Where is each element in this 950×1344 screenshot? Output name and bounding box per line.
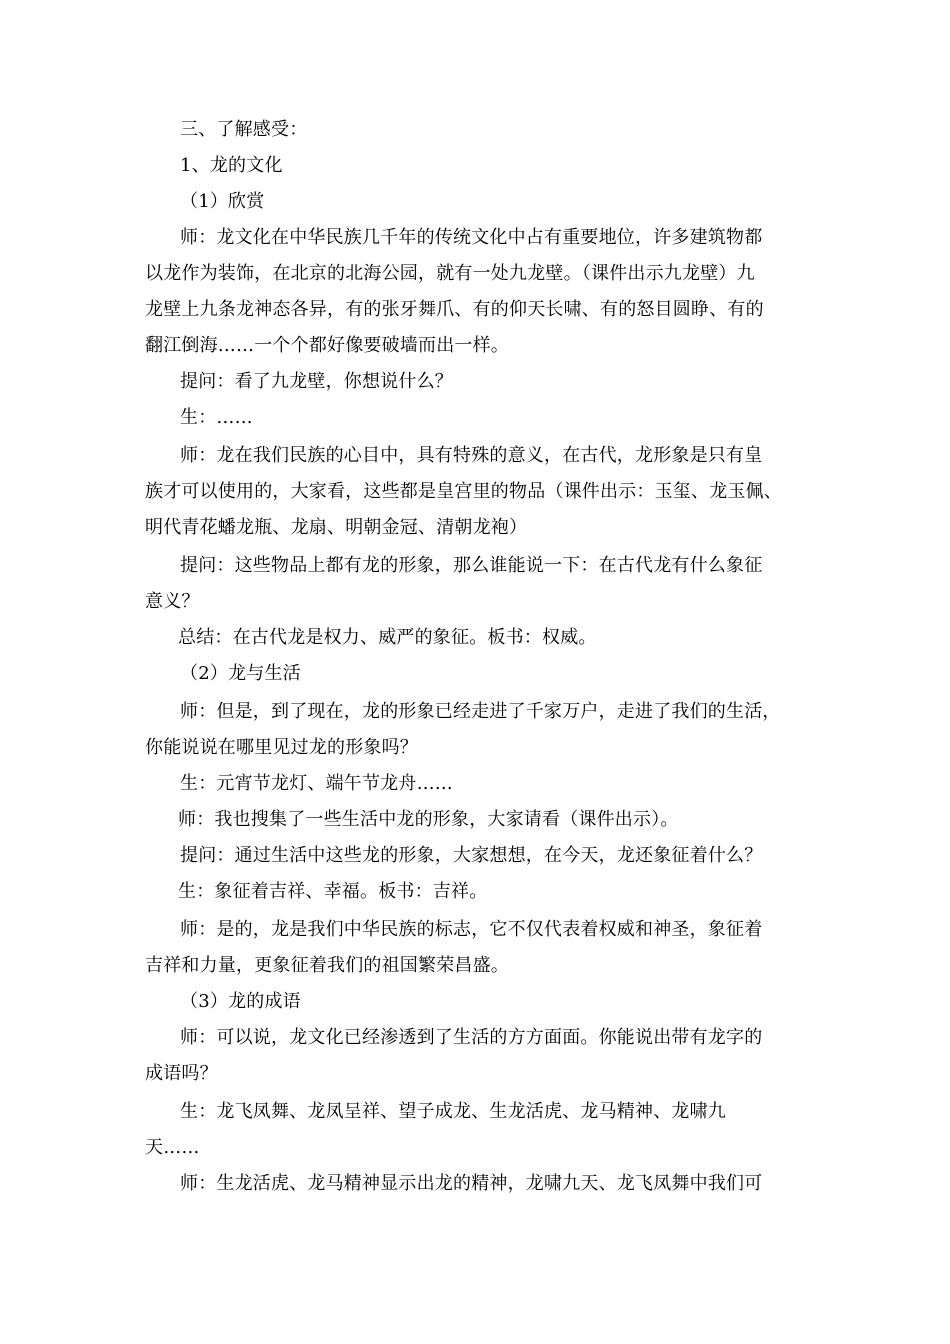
paragraph-line: 师：龙在我们民族的心目中，具有特殊的意义，在古代，龙形象是只有皇	[180, 445, 763, 466]
paragraph-line: 翻江倒海……一个个都好像要破墙而出一样。	[145, 335, 509, 356]
paragraph-line: 师：龙文化在中华民族几千年的传统文化中占有重要地位，许多建筑物都	[180, 227, 763, 248]
paragraph-line: 提问：通过生活中这些龙的形象，大家想想，在今天，龙还象征着什么？	[180, 845, 763, 866]
paragraph-line: 吉祥和力量，更象征着我们的祖国繁荣昌盛。	[145, 955, 509, 976]
paragraph-line: 师：是的，龙是我们中华民族的标志，它不仅代表着权威和神圣，象征着	[180, 919, 763, 940]
paragraph-line: 龙壁上九条龙神态各异，有的张牙舞爪、有的仰天长啸、有的怒目圆睁、有的	[145, 299, 764, 320]
paragraph-line: 生：……	[180, 407, 253, 428]
paragraph-line: 生：龙飞凤舞、龙凤呈祥、望子成龙、生龙活虎、龙马精神、龙啸九	[180, 1101, 726, 1122]
item-heading: （2）龙与生活	[180, 663, 301, 684]
paragraph-line: 生：元宵节龙灯、端午节龙舟……	[180, 773, 453, 794]
item-heading: （1）欣赏	[180, 191, 265, 212]
paragraph-line: 成语吗？	[145, 1063, 218, 1084]
paragraph-line: 师：可以说，龙文化已经渗透到了生活的方方面面。你能说出带有龙字的	[180, 1027, 763, 1048]
paragraph-line: 天……	[145, 1137, 200, 1158]
paragraph-line: 意义？	[145, 591, 200, 612]
paragraph-line: 师：生龙活虎、龙马精神显示出龙的精神，龙啸九天、龙飞凤舞中我们可	[180, 1173, 763, 1194]
paragraph-line: 提问：这些物品上都有龙的形象，那么谁能说一下：在古代龙有什么象征	[180, 555, 763, 576]
paragraph-line: 生：象征着吉祥、幸福。板书：吉祥。	[178, 881, 488, 902]
paragraph-line: 你能说说在哪里见过龙的形象吗？	[145, 737, 418, 758]
section-heading: 三、了解感受：	[180, 119, 308, 140]
paragraph-line: 总结：在古代龙是权力、威严的象征。板书：权威。	[178, 627, 597, 648]
paragraph-line: 族才可以使用的，大家看，这些都是皇宫里的物品（课件出示：玉玺、龙玉佩、	[145, 481, 782, 502]
paragraph-line: 提问：看了九龙壁，你想说什么？	[180, 371, 453, 392]
paragraph-line: 师：但是，到了现在，龙的形象已经走进了千家万户，走进了我们的生活，	[180, 701, 781, 722]
paragraph-line: 以龙作为装饰，在北京的北海公园，就有一处九龙壁。（课件出示九龙壁）九	[145, 263, 755, 284]
subsection-heading: 1、龙的文化	[180, 155, 283, 176]
paragraph-line: 明代青花蟠龙瓶、龙扇、明朝金冠、清朝龙袍）	[145, 517, 528, 538]
paragraph-line: 师：我也搜集了一些生活中龙的形象，大家请看（课件出示）。	[178, 809, 679, 830]
item-heading: （3）龙的成语	[180, 991, 301, 1012]
